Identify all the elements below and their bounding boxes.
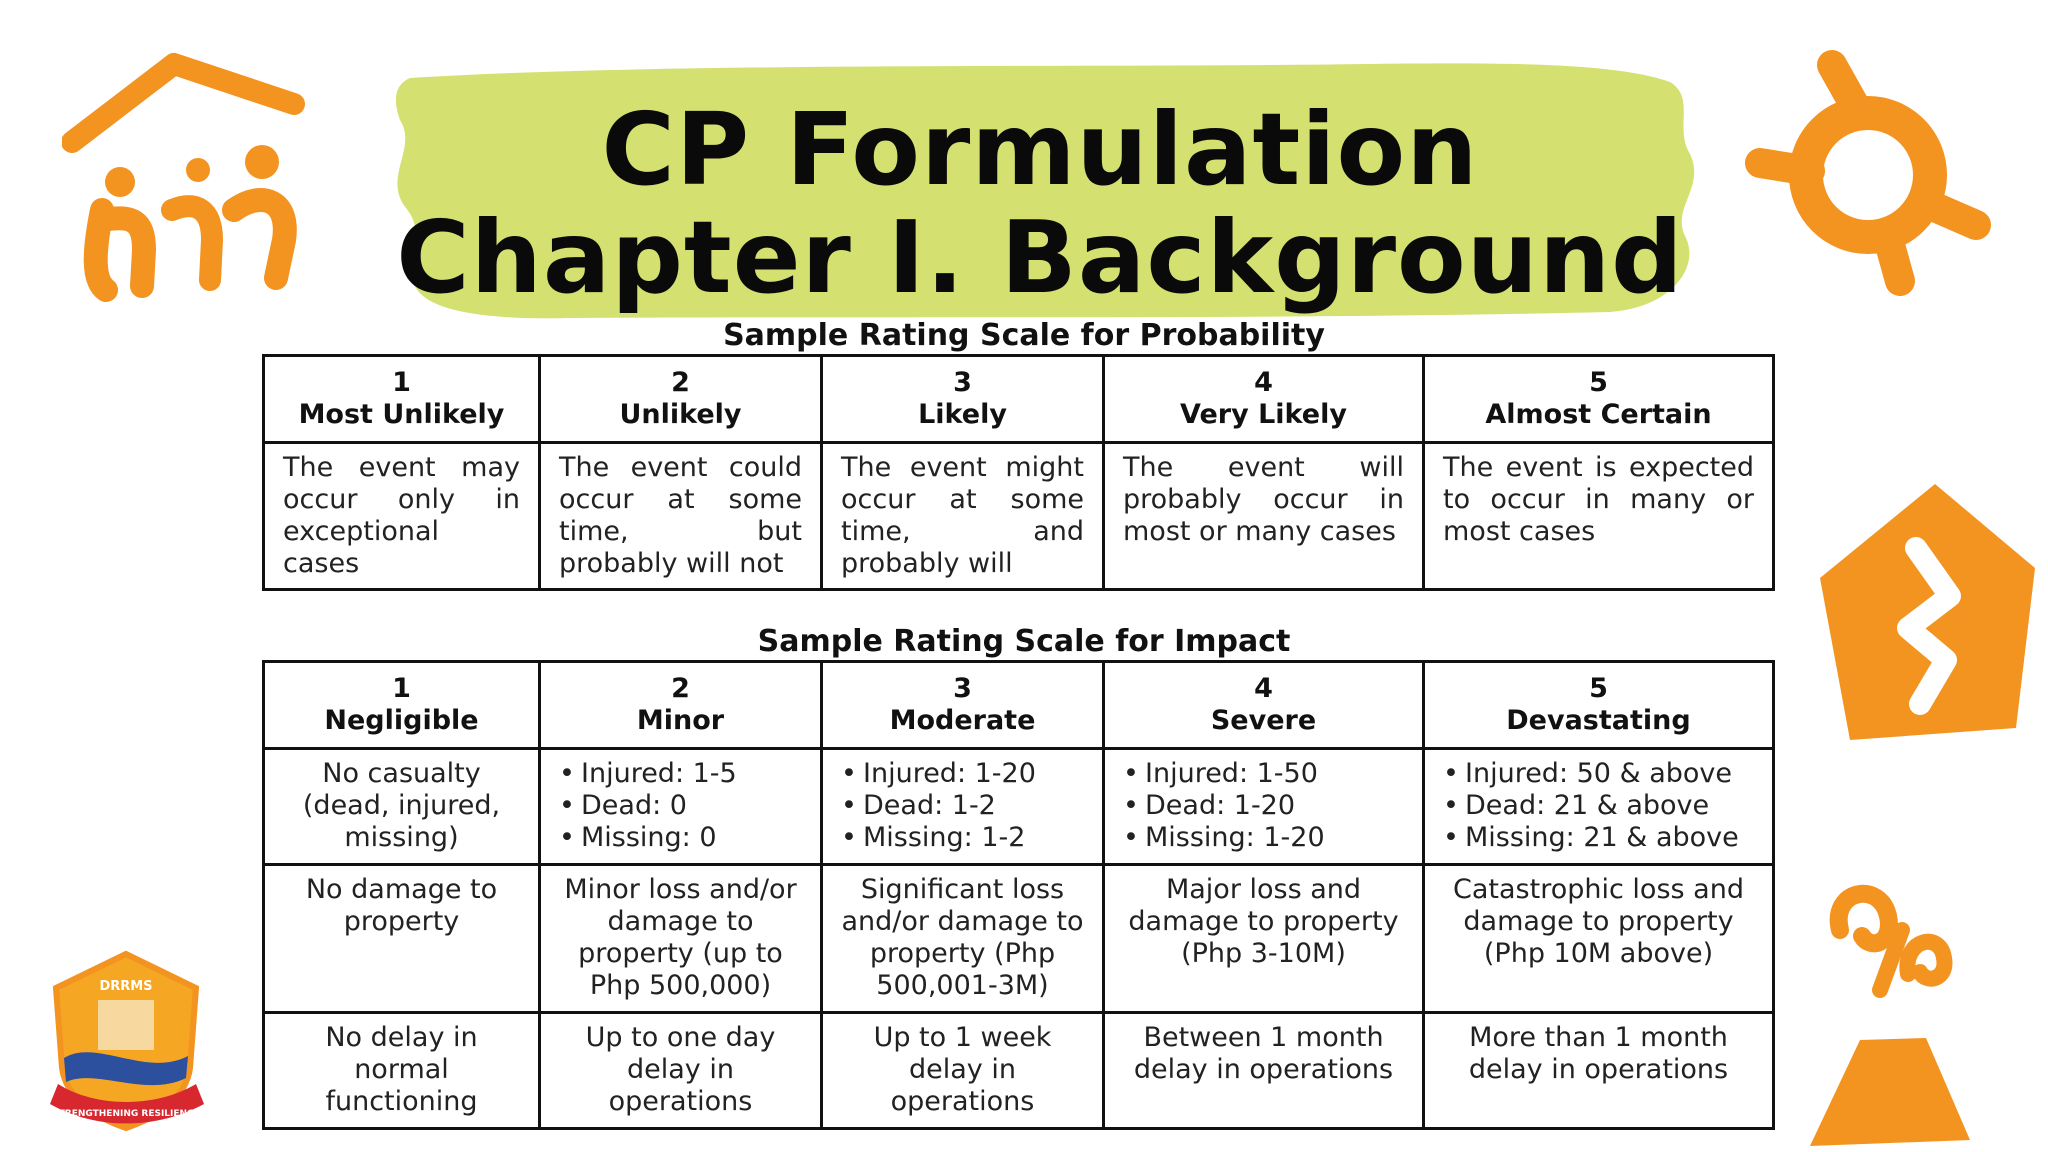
impact-header: 5 Devastating [1424, 662, 1774, 749]
impact-delay-cell: Up to 1 week delay in operations [822, 1013, 1104, 1129]
logo-top-text: DRRMS [99, 979, 153, 994]
logo-ribbon-text: STRENGTHENING RESILIENCE [52, 1109, 200, 1119]
impact-property-cell: Catastrophic loss and damage to property (Php 10M above) [1424, 865, 1774, 1013]
title-banner [370, 58, 1710, 326]
impact-header: 3 Moderate [822, 662, 1104, 749]
impact-casualty-cell: No casualty (dead, injured, missing) [264, 749, 540, 865]
impact-delay-cell: More than 1 month delay in operations [1424, 1013, 1774, 1129]
list-item: • Missing: 1-20 [1123, 822, 1404, 854]
impact-casualty-cell [1104, 749, 1424, 865]
list-item: • Injured: 50 & above [1443, 758, 1754, 790]
impact-property-row [264, 865, 1774, 1013]
impact-property-cell: Major loss and damage to property (Php 3-10M) [1104, 865, 1424, 1013]
probability-header: 4 Very Likely [1104, 356, 1424, 443]
impact-table [262, 660, 1775, 1130]
impact-property-cell: Significant loss and/or damage to property (Php 500,001-3M) [822, 865, 1104, 1013]
list-item: • Dead: 21 & above [1443, 790, 1754, 822]
probability-description: The event will probably occur in most or many cases [1104, 443, 1424, 590]
impact-header: 4 Severe [1104, 662, 1424, 749]
list-item: • Dead: 1-20 [1123, 790, 1404, 822]
impact-header: 2 Minor [540, 662, 822, 749]
volcano-icon [1810, 870, 2000, 1152]
page-title [370, 91, 1710, 316]
lifebuoy-icon [1740, 45, 2000, 305]
impact-delay-cell: No delay in normal functioning [264, 1013, 540, 1129]
impact-header-row [264, 662, 1774, 749]
probability-description: The event may occur only in exceptional cases [264, 443, 540, 590]
drrms-logo [36, 948, 216, 1138]
list-item: • Missing: 1-2 [841, 822, 1084, 854]
probability-caption: Sample Rating Scale for Probability [723, 318, 1325, 353]
list-item: • Missing: 0 [559, 822, 802, 854]
impact-caption: Sample Rating Scale for Impact [757, 624, 1291, 659]
title-line-2: Chapter I. Background [396, 199, 1684, 316]
family-house-icon [62, 50, 332, 310]
impact-delay-row [264, 1013, 1774, 1129]
probability-description-row [264, 443, 1774, 590]
probability-header: 1 Most Unlikely [264, 356, 540, 443]
probability-description: The event is expected to occur in many or most cases [1424, 443, 1774, 590]
list-item: • Injured: 1-50 [1123, 758, 1404, 790]
list-item: • Missing: 21 & above [1443, 822, 1754, 854]
probability-header: 2 Unlikely [540, 356, 822, 443]
probability-table [262, 354, 1775, 591]
impact-delay-cell: Between 1 month delay in operations [1104, 1013, 1424, 1129]
impact-property-cell: No damage to property [264, 865, 540, 1013]
impact-casualty-cell [1424, 749, 1774, 865]
probability-header-row [264, 356, 1774, 443]
impact-casualty-cell [822, 749, 1104, 865]
impact-delay-cell: Up to one day delay in operations [540, 1013, 822, 1129]
probability-description: The event could occur at some time, but probably will not [540, 443, 822, 590]
earthquake-house-icon [1820, 478, 2045, 748]
list-item: • Dead: 0 [559, 790, 802, 822]
impact-casualty-cell [540, 749, 822, 865]
list-item: • Injured: 1-20 [841, 758, 1084, 790]
probability-header: 5 Almost Certain [1424, 356, 1774, 443]
title-line-1: CP Formulation [601, 91, 1479, 208]
probability-description: The event might occur at some time, and probably will [822, 443, 1104, 590]
list-item: • Injured: 1-5 [559, 758, 802, 790]
impact-casualty-row [264, 749, 1774, 865]
impact-property-cell: Minor loss and/or damage to property (up to Php 500,000) [540, 865, 822, 1013]
list-item: • Dead: 1-2 [841, 790, 1084, 822]
probability-header: 3 Likely [822, 356, 1104, 443]
impact-header: 1 Negligible [264, 662, 540, 749]
